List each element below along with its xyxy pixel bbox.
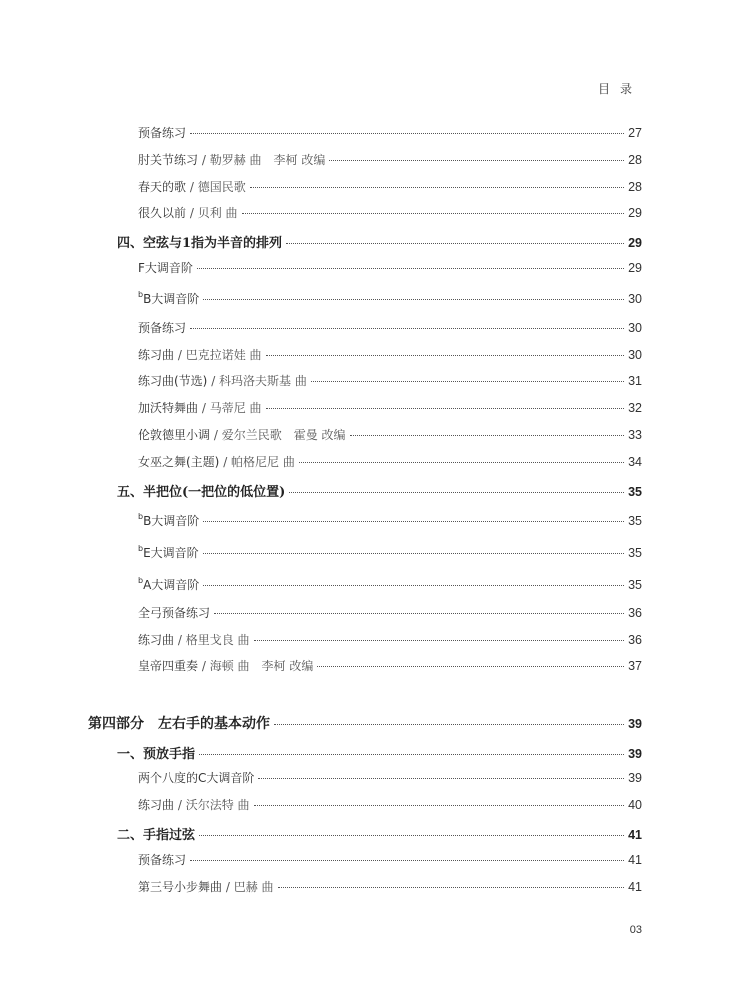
toc-entry-credit: 巴克拉诺娃 曲: [185, 348, 262, 362]
toc-entry-page: 35: [628, 578, 642, 592]
toc-entry-title: 二、手指过弦: [117, 828, 196, 843]
toc-entry: [138, 319, 642, 336]
toc-entry-page: 29: [628, 261, 642, 275]
leader-dots: [274, 724, 624, 725]
leader-dots: [199, 754, 624, 755]
toc-entry-credit: 爱尔兰民歌 霍曼 改编: [221, 428, 346, 442]
toc-entry-page: 35: [628, 546, 642, 560]
leader-dots: [242, 213, 625, 214]
leader-dots: [289, 492, 624, 493]
toc-entry-page: 41: [628, 880, 642, 894]
leader-dots: [203, 553, 624, 554]
toc-entry-title: 伦敦德里小调 / 爱尔兰民歌 霍曼 改编: [138, 428, 346, 442]
toc-entry-title: $^b$E大调音阶: [138, 544, 199, 560]
leader-dots: [203, 299, 624, 300]
toc-entry-title: 四、空弦与1指为半音的排列: [117, 236, 283, 251]
toc-entry-title: 预备练习: [138, 126, 187, 140]
toc-entry-title: 很久以前 / 贝利 曲: [138, 206, 238, 220]
toc-entry: [138, 657, 642, 674]
flat-sign: b: [138, 576, 144, 585]
toc-entry: [138, 290, 642, 307]
toc-entry: [138, 769, 642, 786]
toc-entry: [138, 204, 642, 221]
toc-entry-credit: 贝利 曲: [197, 206, 238, 220]
leader-dots: [214, 613, 624, 614]
toc-entry: [138, 576, 642, 593]
toc-entry-page: 29: [628, 206, 642, 220]
toc-entry-credit: 马蒂尼 曲: [209, 401, 262, 415]
toc-entry: [138, 372, 642, 389]
leader-dots: [299, 462, 624, 463]
toc-entry-credit: 海顿 曲 李柯 改编: [209, 659, 314, 673]
toc-entry-title: 一、预放手指: [117, 747, 196, 762]
toc-entry-page: 30: [628, 321, 642, 335]
toc-entry-page: 36: [628, 606, 642, 620]
leader-dots: [254, 805, 625, 806]
toc-entry-title: 练习曲 / 格里戈良 曲: [138, 633, 250, 647]
leader-dots: [266, 408, 625, 409]
leader-dots: [197, 268, 624, 269]
leader-dots: [190, 328, 624, 329]
flat-sign: b: [138, 512, 144, 521]
toc-entry: [138, 512, 642, 529]
toc-entry: [138, 178, 642, 195]
toc-entry-page: 36: [628, 633, 642, 647]
toc-entry-page: 37: [628, 659, 642, 673]
toc-entry-credit: 勒罗赫 曲 李柯 改编: [209, 153, 326, 167]
toc-entry-title: $^b$B大调音阶: [138, 290, 200, 306]
toc-entry-title: 肘关节练习 / 勒罗赫 曲 李柯 改编: [138, 153, 326, 167]
toc-entry-page: 28: [628, 153, 642, 167]
toc-entry: [138, 604, 642, 621]
toc-entry: [138, 426, 642, 443]
leader-dots: [203, 585, 624, 586]
toc-entry-credit: 帕格尼尼 曲: [231, 455, 295, 469]
toc-entry-page: 33: [628, 428, 642, 442]
toc-entry-title: 练习曲 / 沃尔法特 曲: [138, 798, 250, 812]
toc-entry-page: 28: [628, 180, 642, 194]
toc-entry-title: 预备练习: [138, 853, 187, 867]
leader-dots: [199, 835, 624, 836]
toc-entry-title: 女巫之舞(主题) / 帕格尼尼 曲: [138, 455, 295, 469]
toc-entry-title: $^b$A大调音阶: [138, 576, 200, 592]
toc-entry-credit: 巴赫 曲: [233, 880, 274, 894]
leader-dots: [190, 133, 624, 134]
toc-entry-page: 39: [628, 747, 642, 761]
toc-section-entry: [117, 232, 642, 251]
flat-sign: b: [138, 290, 144, 299]
toc-entry-page: 30: [628, 348, 642, 362]
leader-dots: [329, 160, 624, 161]
leader-dots: [254, 640, 625, 641]
toc-entry-page: 39: [628, 717, 642, 731]
leader-dots: [203, 521, 624, 522]
toc-entry: [138, 124, 642, 141]
section-header: 目录: [597, 82, 642, 96]
toc-section-entry: [117, 824, 642, 843]
toc-entry-credit: 格里戈良 曲: [185, 633, 250, 647]
leader-dots: [278, 887, 625, 888]
toc-entry: [138, 544, 642, 561]
toc-section-entry: [117, 481, 642, 500]
toc-entry-title: 练习曲(节选) / 科玛洛夫斯基 曲: [138, 374, 307, 388]
toc-entry-credit: 科玛洛夫斯基 曲: [219, 374, 307, 388]
toc-entry-page: 35: [628, 514, 642, 528]
toc-entry-title: 两个八度的C大调音阶: [138, 771, 255, 785]
leader-dots: [266, 355, 625, 356]
toc-entry-title: 练习曲 / 巴克拉诺娃 曲: [138, 348, 262, 362]
toc-entry: [138, 151, 642, 168]
toc-entry-title: $^b$B大调音阶: [138, 512, 200, 528]
flat-sign: b: [138, 544, 144, 553]
toc-entry-page: 40: [628, 798, 642, 812]
toc-entry-title: 第三号小步舞曲 / 巴赫 曲: [138, 880, 274, 894]
toc-entry: [138, 631, 642, 648]
toc-entry: [138, 399, 642, 416]
toc-part-entry: [88, 713, 642, 733]
toc-entry: [138, 851, 642, 868]
toc-entry-page: 32: [628, 401, 642, 415]
toc-entry-credit: 沃尔法特 曲: [185, 798, 250, 812]
leader-dots: [286, 243, 624, 244]
toc-entry-title: 全弓预备练习: [138, 606, 211, 620]
leader-dots: [250, 187, 624, 188]
toc-entry-page: 41: [628, 853, 642, 867]
toc-entry-page: 35: [628, 485, 642, 499]
leader-dots: [350, 435, 625, 436]
toc-entry: [138, 796, 642, 813]
toc-entry-title: 加沃特舞曲 / 马蒂尼 曲: [138, 401, 262, 415]
toc-entry-title: 春天的歌 / 德国民歌: [138, 180, 246, 194]
leader-dots: [258, 778, 624, 779]
toc-entry-page: 39: [628, 771, 642, 785]
toc-entry: [138, 259, 642, 276]
toc-entry: [138, 453, 642, 470]
toc-entry-title: F大调音阶: [138, 261, 193, 275]
leader-dots: [311, 381, 624, 382]
toc-entry-page: 27: [628, 126, 642, 140]
toc-entry-title: 第四部分 左右手的基本动作: [88, 716, 270, 732]
toc-entry-page: 30: [628, 292, 642, 306]
toc-entry-page: 34: [628, 455, 642, 469]
leader-dots: [317, 666, 624, 667]
leader-dots: [190, 860, 624, 861]
toc-entry-page: 29: [628, 236, 642, 250]
toc-section-entry: [117, 743, 642, 762]
page-number: 03: [629, 924, 642, 936]
toc-entry-title: 五、半把位(一把位的低位置): [117, 485, 286, 500]
toc-entry-credit: 德国民歌: [197, 180, 246, 194]
toc-entry: [138, 878, 642, 895]
toc-entry-title: 预备练习: [138, 321, 187, 335]
toc-entry-title: 皇帝四重奏 / 海顿 曲 李柯 改编: [138, 659, 314, 673]
toc-entry: [138, 346, 642, 363]
toc-entry-page: 41: [628, 828, 642, 842]
toc-entry-page: 31: [628, 374, 642, 388]
